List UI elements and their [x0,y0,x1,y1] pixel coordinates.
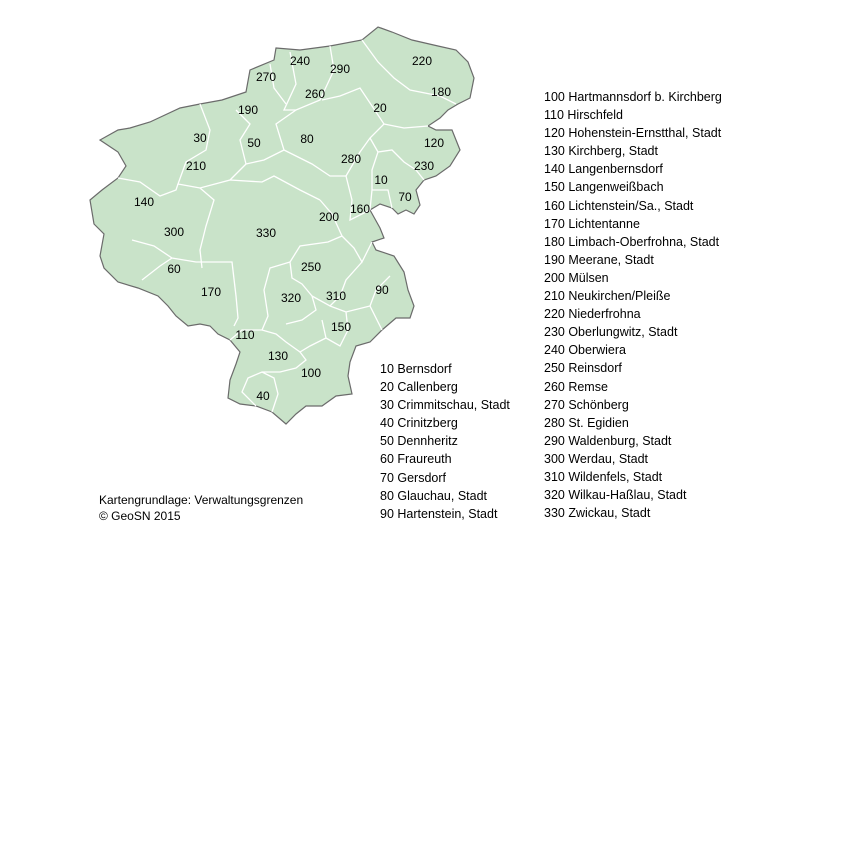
region-label: 130 [267,349,289,363]
region-label: 70 [398,190,412,204]
legend-item: 240 Oberwiera [544,343,626,358]
region-label: 300 [163,225,185,239]
region-label: 60 [167,262,181,276]
map-source-note [99,492,303,524]
legend-item: 30 Crimmitschau, Stadt [380,398,510,413]
legend-column-left [380,360,510,523]
legend-item: 320 Wilkau-Haßlau, Stadt [544,488,687,503]
legend-item: 40 Crinitzberg [380,416,458,431]
legend-item: 150 Langenweißbach [544,180,664,195]
legend-item: 70 Gersdorf [380,470,447,485]
region-label: 170 [200,285,222,299]
legend-item: 80 Glauchau, Stadt [380,488,488,503]
region-label: 120 [423,136,445,150]
legend-item: 20 Callenberg [380,380,458,395]
region-label: 150 [330,320,352,334]
region-label: 320 [280,291,302,305]
legend-item: 270 Schönberg [544,397,629,412]
region-label: 190 [237,103,259,117]
region-label: 330 [255,226,277,240]
region-label: 250 [300,260,322,274]
copyright-line: © GeoSN 2015 [99,509,181,523]
legend-item: 330 Zwickau, Stadt [544,506,651,521]
region-label: 50 [247,136,261,150]
region-label: 260 [304,87,326,101]
legend-item: 130 Kirchberg, Stadt [544,144,658,159]
legend-item: 250 Reinsdorf [544,361,622,376]
legend-item: 170 Lichtentanne [544,216,640,231]
legend-item: 310 Wildenfels, Stadt [544,469,663,484]
legend-item: 100 Hartmannsdorf b. Kirchberg [544,90,722,104]
legend-column-right [544,88,722,522]
region-label: 290 [329,62,351,76]
region-label: 80 [300,132,314,146]
region-label: 220 [411,54,433,68]
legend-item: 180 Limbach-Oberfrohna, Stadt [544,234,720,249]
legend-item: 300 Werdau, Stadt [544,451,649,466]
legend-item: 200 Mülsen [544,270,609,285]
legend-item: 10 Bernsdorf [380,362,452,376]
region-label: 30 [193,131,207,145]
region-label: 10 [374,173,388,187]
legend-item: 120 Hohenstein-Ernstthal, Stadt [544,126,722,141]
region-label: 140 [133,195,155,209]
region-label: 20 [373,101,387,115]
region-label: 200 [318,210,340,224]
region-label: 40 [256,389,270,403]
region-label: 210 [185,159,207,173]
region-label: 280 [340,152,362,166]
region-label: 100 [300,366,322,380]
region-label: 110 [235,328,255,342]
legend-item: 90 Hartenstein, Stadt [380,506,498,521]
region-label: 270 [255,70,277,84]
region-label: 180 [430,85,452,99]
legend-item: 220 Niederfrohna [544,307,641,322]
source-line: Kartengrundlage: Verwaltungsgrenzen [99,493,304,507]
legend-item: 60 Fraureuth [380,452,452,467]
region-label: 310 [325,289,347,303]
region-label: 90 [375,283,389,297]
region-label: 240 [289,54,311,68]
legend-item: 260 Remse [544,379,608,394]
legend-item: 210 Neukirchen/Pleiße [544,289,671,304]
legend-item: 230 Oberlungwitz, Stadt [544,325,678,340]
legend-item: 190 Meerane, Stadt [544,252,654,267]
legend-item: 140 Langenbernsdorf [544,162,663,177]
legend-item: 110 Hirschfeld [544,108,623,123]
region-label: 160 [349,202,371,216]
legend-item: 280 St. Egidien [544,415,629,430]
region-label: 230 [413,159,435,173]
legend-item: 290 Waldenburg, Stadt [544,433,672,448]
legend-item: 50 Dennheritz [380,434,458,449]
legend-item: 160 Lichtenstein/Sa., Stadt [544,198,694,213]
